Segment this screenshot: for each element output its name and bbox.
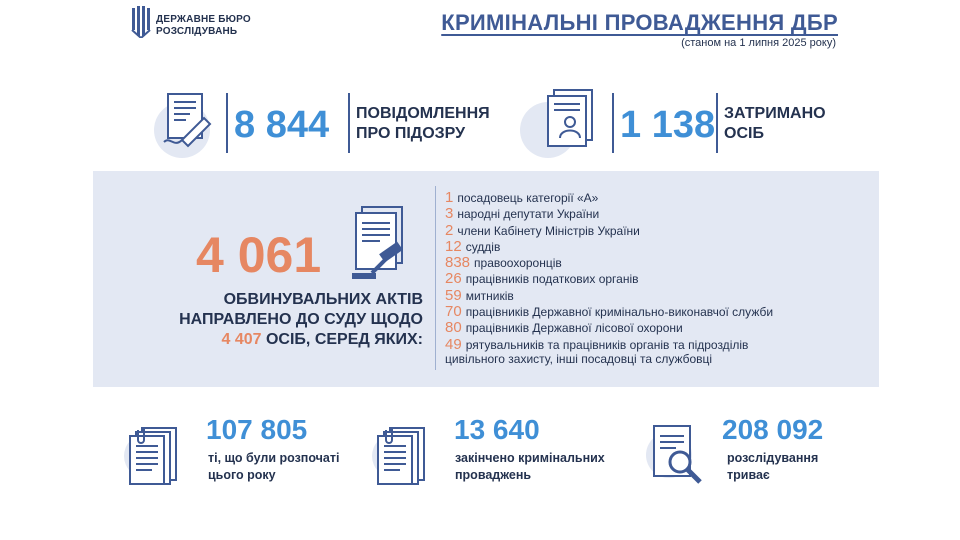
- suspicion-count: 8 844: [234, 104, 330, 146]
- gavel-document-icon: [350, 205, 410, 281]
- list-item: 26 працівників податкових органів: [445, 270, 639, 288]
- started-label-line1: ті, що були розпочаті: [208, 451, 340, 465]
- completed-label-line2: проваджень: [455, 468, 532, 482]
- list-item: 838 правоохоронців: [445, 254, 562, 272]
- list-item: 2 члени Кабінету Міністрів України: [445, 221, 640, 239]
- detained-label-line2: ОСІБ: [724, 125, 764, 142]
- completed-count: 13 640: [454, 414, 540, 445]
- document-signing-icon: [160, 92, 212, 152]
- divider: [226, 93, 228, 153]
- divider: [348, 93, 350, 153]
- ongoing-count: 208 092: [722, 414, 824, 445]
- breakdown-list: [445, 189, 865, 368]
- shield-logo-icon: [130, 6, 152, 38]
- ongoing-label-line1: розслідування: [727, 451, 819, 465]
- page-title: КРИМІНАЛЬНІ ПРОВАДЖЕННЯ ДБР: [441, 10, 838, 35]
- completed-label-line1: закінчено кримінальних: [455, 451, 605, 465]
- list-item: 3 народні депутати України: [445, 205, 600, 223]
- divider: [612, 93, 614, 153]
- suspicion-label-line1: ПОВІДОМЛЕННЯ: [356, 105, 490, 122]
- indictments-caption: [179, 290, 423, 350]
- document-stack-icon: [128, 424, 180, 488]
- list-item: 49 рятувальників та працівників органів та підрозділів: [445, 335, 749, 353]
- indictments-caption-line1: ОБВИНУВАЛЬНИХ АКТІВ: [223, 291, 423, 308]
- folder-stack-icon: [376, 424, 428, 488]
- list-item: 1 посадовець категорії «А»: [445, 189, 599, 206]
- list-item: 70 працівників Державної кримінально-виконавчої служби: [445, 303, 774, 321]
- suspicion-label-line2: ПРО ПІДОЗРУ: [356, 125, 466, 142]
- persons-label: ОСІБ, СЕРЕД ЯКИХ:: [261, 331, 423, 348]
- list-item-continuation: цивільного захисту, інші посадовці та службовці: [445, 351, 713, 366]
- person-file-icon: [542, 88, 598, 150]
- persons-count: 4 407: [221, 331, 262, 348]
- list-item: 12 суддів: [445, 237, 501, 255]
- magnifier-document-icon: [650, 422, 706, 488]
- started-count: 107 805: [206, 414, 308, 445]
- ongoing-label-line2: триває: [727, 468, 770, 482]
- logo-line-2: РОЗСЛІДУВАНЬ: [156, 26, 238, 37]
- indictments-caption-line2: НАПРАВЛЕНО ДО СУДУ ЩОДО: [179, 311, 423, 328]
- page-subtitle: (станом на 1 липня 2025 року): [681, 37, 836, 49]
- dbr-logo: [130, 6, 310, 46]
- detained-label-line1: ЗАТРИМАНО: [724, 105, 826, 122]
- started-label-line2: цього року: [208, 468, 276, 482]
- indictments-caption-line3: [179, 330, 423, 350]
- indictments-count: 4 061: [196, 227, 322, 283]
- logo-line-1: ДЕРЖАВНЕ БЮРО: [156, 14, 251, 25]
- detained-count: 1 138: [620, 104, 716, 146]
- list-item: 80 працівників Державної лісової охорони: [445, 319, 683, 337]
- divider: [716, 93, 718, 153]
- panel-divider: [435, 186, 436, 370]
- list-item: 59 митників: [445, 286, 514, 304]
